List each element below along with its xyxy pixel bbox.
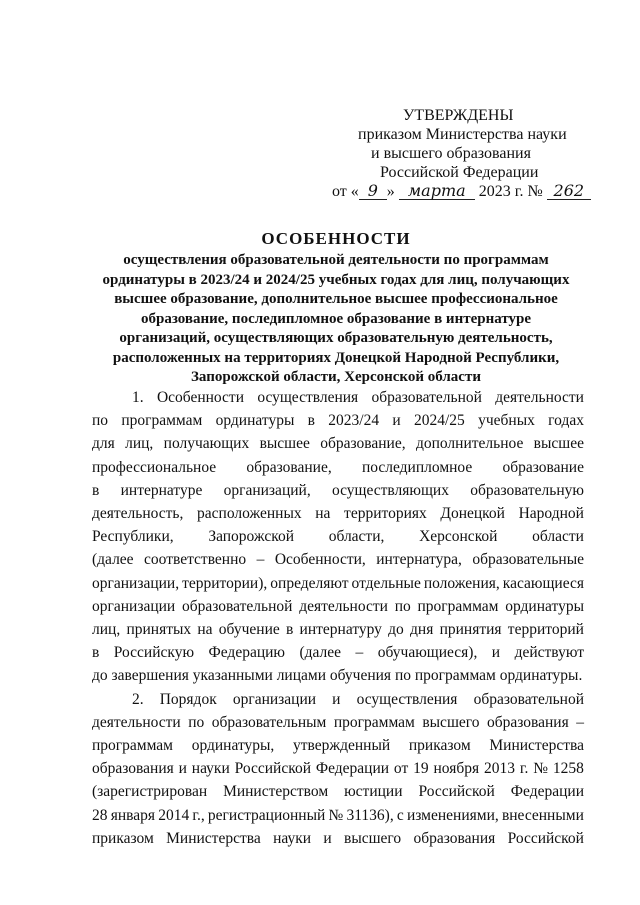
paragraph-line: 2. Порядок организации и осуществления образовательной xyxy=(132,690,584,708)
paragraph-line: 28 января 2014 г., регистрационный № 31136), с изменениями, внесенными xyxy=(92,806,584,824)
subtitle-line: осуществления образовательной деятельности по программам xyxy=(123,252,549,268)
subtitle-line: высшее образование, дополнительное высшее профессиональное xyxy=(114,291,558,307)
paragraph-line: 1. Особенности осуществления образовательной деятельности xyxy=(132,389,584,406)
approval-line-education: и высшего образования xyxy=(371,145,531,162)
date-prefix: от « xyxy=(332,183,359,200)
subtitle-line: образование, последипломное образование в интернатуре xyxy=(140,310,532,327)
order-number-handwritten: 262 xyxy=(547,183,591,200)
subtitle-line: организаций, осуществляющих образовательную деятельность, xyxy=(119,330,553,346)
paragraph-line: программам ординатуры, утвержденный приказом Министерства xyxy=(92,737,584,755)
date-day-handwritten: 9 xyxy=(359,183,387,200)
paragraph-line: приказом Министерства науки и высшего образования Российской xyxy=(92,829,584,847)
paragraph-line: деятельности по образовательным программам высшего образования – xyxy=(92,713,584,731)
approval-heading: УТВЕРЖДЕНЫ xyxy=(403,107,514,124)
date-month-handwritten: марта xyxy=(399,183,475,200)
approval-line-federation: Российской Федерации xyxy=(380,164,539,181)
document-subtitle xyxy=(60,251,612,388)
paragraph-line: профессиональное образование, последипломное образование xyxy=(92,458,584,476)
paragraph-1 xyxy=(92,386,584,688)
document-title-block xyxy=(60,229,612,388)
document-title: ОСОБЕННОСТИ xyxy=(261,229,411,248)
paragraph-line: организации образовательной деятельности по программам ординатуры xyxy=(92,597,584,615)
subtitle-line: Запорожской области, Херсонской области xyxy=(191,369,481,385)
paragraph-line: в интернатуре организаций, осуществляющих образовательную xyxy=(92,481,584,499)
approval-stamp-block xyxy=(300,106,620,201)
date-year: 2023 г. № xyxy=(478,183,543,200)
subtitle-line: ординатуры в 2023/24 и 2024/25 учебных годах для лиц, получающих xyxy=(102,271,570,288)
paragraph-line: (далее соответственно – Особенности, интернатура, образовательные xyxy=(92,551,584,569)
paragraph-line: по программам ординатуры в 2023/24 и 2024/25 учебных годах xyxy=(92,412,584,430)
paragraph-line: деятельность, расположенных на территориях Донецкой Народной xyxy=(92,505,584,523)
subtitle-line: расположенных на территориях Донецкой Народной Республики, xyxy=(112,349,560,366)
paragraph-line: образования и науки Российской Федерации от 19 ноября 2013 г. № 1258 xyxy=(92,760,584,778)
paragraph-line: лиц, принятых на обучение в интернатуру до дня принятия территорий xyxy=(92,621,584,639)
approval-line-ministry: приказом Министерства науки xyxy=(358,126,567,143)
paragraph-line: в Российскую Федерацию (далее – обучающиеся), и действуют xyxy=(92,644,584,662)
document-body xyxy=(92,386,584,850)
paragraph-2 xyxy=(92,688,584,850)
date-mid: » xyxy=(386,183,395,200)
paragraph-line: до завершения указанными лицами обучения по программам ординатуры. xyxy=(92,667,583,685)
paragraph-line: для лиц, получающих высшее образование, дополнительное высшее xyxy=(92,435,584,453)
approval-date-line xyxy=(300,182,620,201)
paragraph-line: организации, территории), определяют отдельные положения, касающиеся xyxy=(92,574,584,592)
paragraph-line: Республики, Запорожской области, Херсонской области xyxy=(92,528,584,546)
paragraph-line: (зарегистрирован Министерством юстиции Российской Федерации xyxy=(92,783,584,801)
